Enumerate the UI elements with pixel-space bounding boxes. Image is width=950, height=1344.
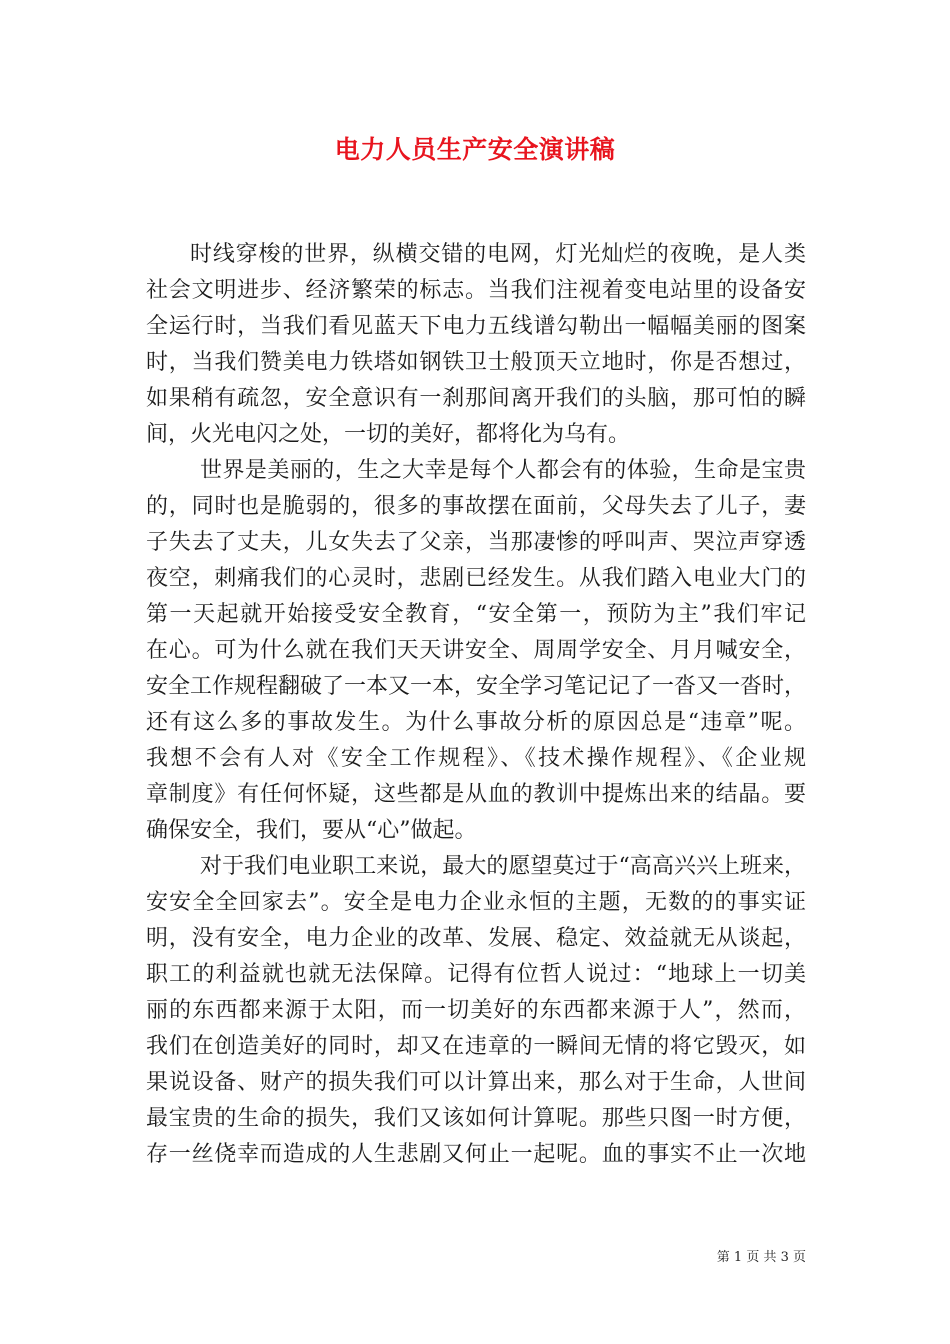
- paragraph-line: [146, 597, 806, 633]
- paragraph-line: [146, 741, 809, 777]
- line-text: 存一丝侥幸而造成的人生悲剧又何止一起呢。血的事实不止一次地: [146, 1142, 807, 1167]
- line-text: 我想不会有人对《安全工作规程》、《技术操作规程》、《企业规: [146, 746, 809, 771]
- line-text: 全运行时，当我们看见蓝天下电力五线谱勾勒出一幅幅美丽的图案: [146, 314, 807, 339]
- line-text: 子失去了丈夫，儿女失去了父亲，当那凄惨的呼叫声、哭泣声穿透: [146, 530, 807, 555]
- paragraph-line: [146, 381, 806, 417]
- line-text: 时线穿梭的世界，纵横交错的电网，灯光灿烂的夜晚，是人类: [190, 242, 807, 267]
- line-text: 夜空，刺痛我们的心灵时，悲剧已经发生。从我们踏入电业大门的: [146, 566, 807, 591]
- paragraph-line: [146, 1065, 806, 1101]
- line-text: 还有这么多的事故发生。为什么事故分析的原因总是“违章”呢。: [146, 710, 808, 735]
- paragraph-line: [146, 705, 806, 741]
- line-text: 社会文明进步、经济繁荣的标志。当我们注视着变电站里的设备安: [146, 278, 807, 303]
- paragraph-line: [146, 273, 806, 309]
- paragraph-line: [146, 1137, 806, 1173]
- line-text: 安全工作规程翻破了一本又一本，安全学习笔记记了一沓又一沓时，: [146, 674, 806, 699]
- document-body: [146, 237, 809, 1173]
- paragraph-line: [146, 633, 806, 669]
- line-text: 安安全全回家去”。安全是电力企业永恒的主题，无数的的事实证: [146, 890, 808, 915]
- paragraph-line: [146, 489, 806, 525]
- line-text: 明，没有安全，电力企业的改革、发展、稳定、效益就无从谈起，: [146, 926, 807, 951]
- paragraph-line: [146, 849, 806, 885]
- paragraph-line: [146, 561, 806, 597]
- line-text: 如果稍有疏忽，安全意识有一刹那间离开我们的头脑，那可怕的瞬: [146, 386, 807, 411]
- paragraph-line: [146, 345, 806, 381]
- line-text: 果说设备、财产的损失我们可以计算出来，那么对于生命，人世间: [146, 1070, 807, 1095]
- line-text: 章制度》有任何怀疑，这些都是从血的教训中提炼出来的结晶。要: [146, 782, 807, 807]
- paragraph-line: [146, 957, 806, 993]
- paragraph-line: [146, 525, 806, 561]
- page-title: 电力人员生产安全演讲稿: [334, 135, 616, 164]
- paragraph-line: [146, 309, 806, 345]
- line-text: 对于我们电业职工来说，最大的愿望莫过于“高高兴兴上班来，: [200, 854, 807, 879]
- line-text: 世界是美丽的，生之大幸是每个人都会有的体验，生命是宝贵: [200, 458, 807, 483]
- line-text: 最宝贵的生命的损失，我们又该如何计算呢。那些只图一时方便，: [146, 1106, 807, 1131]
- line-text: 职工的利益就也就无法保障。记得有位哲人说过：“地球上一切美: [146, 962, 808, 987]
- paragraph-line: [146, 921, 806, 957]
- line-text: 第一天起就开始接受安全教育，“安全第一，预防为主”我们牢记: [146, 602, 808, 627]
- paragraph-line: [146, 993, 806, 1029]
- line-text: 时，当我们赞美电力铁塔如钢铁卫士般顶天立地时，你是否想过，: [146, 350, 807, 375]
- paragraph-line: [146, 885, 806, 921]
- line-text: 我们在创造美好的同时，却又在违章的一瞬间无情的将它毁灭，如: [146, 1034, 807, 1059]
- paragraph-line: [146, 1029, 806, 1065]
- paragraph-line: [146, 813, 806, 849]
- line-text: 间，火光电闪之处，一切的美好，都将化为乌有。: [146, 422, 631, 447]
- line-text: 丽的东西都来源于太阳，而一切美好的东西都来源于人”，然而，: [146, 998, 808, 1023]
- paragraph-line: [146, 777, 806, 813]
- line-text: 在心。可为什么就在我们天天讲安全、周周学安全、月月喊安全，: [146, 638, 807, 663]
- line-text: 确保安全，我们，要从“心”做起。: [146, 818, 477, 843]
- page-number-footer: 第 1 页 共 3 页: [716, 1250, 806, 1265]
- paragraph-line: [146, 417, 806, 453]
- paragraph-line: [146, 1101, 806, 1137]
- paragraph-line: [146, 237, 806, 273]
- paragraph-line: [146, 669, 806, 705]
- line-text: 的，同时也是脆弱的，很多的事故摆在面前，父母失去了儿子，妻: [146, 494, 807, 519]
- paragraph-line: [146, 453, 806, 489]
